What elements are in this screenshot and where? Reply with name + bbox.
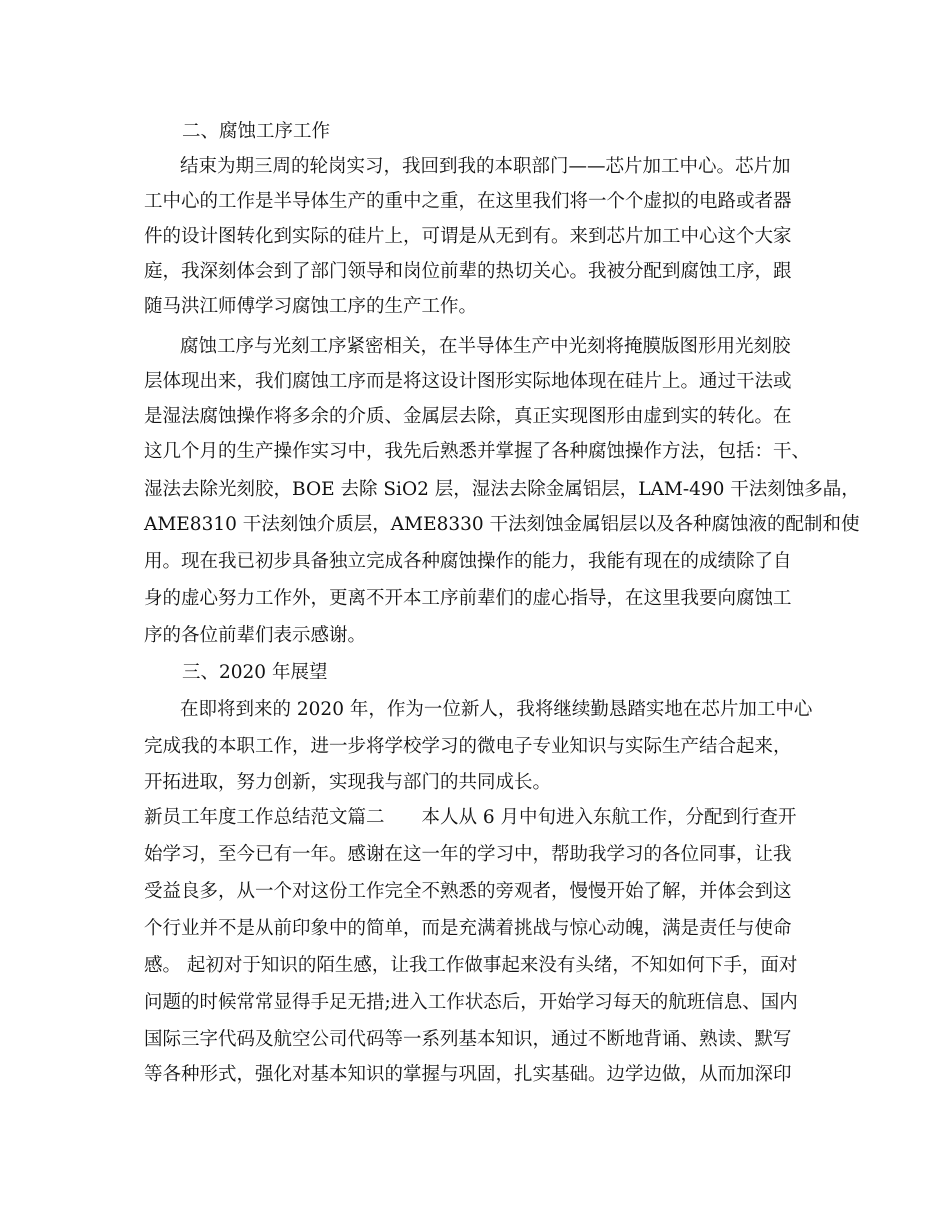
paragraph-line: 个行业并不是从前印象中的简单，而是充满着挑战与惊心动魄，满是责任与使命 <box>144 918 792 939</box>
paragraph-line: 感。 起初对于知识的陌生感，让我工作做事起来没有头绪，不知如何下手，面对 <box>144 955 798 976</box>
paragraph-line: 是湿法腐蚀操作将多余的介质、金属层去除，真正实现图形由虚到实的转化。在 <box>144 406 792 427</box>
paragraph-line: 身的虚心努力工作外，更离不开本工序前辈们的虚心指导，在这里我要向腐蚀工 <box>144 588 792 609</box>
paragraph-line: 用。现在我已初步具备独立完成各种腐蚀操作的能力，我能有现在的成绩除了自 <box>144 551 792 572</box>
paragraph-line: 国际三字代码及航空公司代码等一系列基本知识，通过不断地背诵、熟读、默写 <box>144 1029 792 1050</box>
paragraph-line: 这几个月的生产操作实习中，我先后熟悉并掌握了各种腐蚀操作方法，包括：干、 <box>144 441 811 462</box>
paragraph-line: 在即将到来的 2020 年，作为一位新人，我将继续勤恳踏实地在芯片加工中心 <box>180 699 813 720</box>
paragraph-line: 序的各位前辈们表示感谢。 <box>144 625 367 646</box>
section-heading-etching: 二、腐蚀工序工作 <box>182 121 331 142</box>
paragraph-line: 等各种形式，强化对基本知识的掌握与巩固，扎实基础。边学边做，从而加深印 <box>144 1064 792 1085</box>
paragraph-line: 腐蚀工序与光刻工序紧密相关，在半导体生产中光刻将掩膜版图形用光刻胶 <box>180 336 791 357</box>
paragraph-line: 工中心的工作是半导体生产的重中之重，在这里我们将一个个虚拟的电路或者器 <box>144 191 792 212</box>
paragraph-line: 完成我的本职工作，进一步将学校学习的微电子专业知识与实际生产结合起来， <box>144 736 792 757</box>
section-heading-outlook: 三、2020 年展望 <box>182 662 328 683</box>
paragraph-line: 随马洪江师傅学习腐蚀工序的生产工作。 <box>144 296 478 317</box>
paragraph-line: 受益良多，从一个对这份工作完全不熟悉的旁观者，慢慢开始了解，并体会到这 <box>144 881 792 902</box>
article-two-first-line: 新员工年度工作总结范文篇二 本人从 6 月中旬进入东航工作，分配到行查开 <box>144 807 797 828</box>
paragraph-line: 件的设计图转化到实际的硅片上，可谓是从无到有。来到芯片加工中心这个大家 <box>144 226 792 247</box>
paragraph-line: 开拓进取，努力创新，实现我与部门的共同成长。 <box>144 772 552 793</box>
paragraph-line: 始学习，至今已有一年。感谢在这一年的学习中，帮助我学习的各位同事，让我 <box>144 844 792 865</box>
paragraph-line: 结束为期三周的轮岗实习，我回到我的本职部门——芯片加工中心。芯片加 <box>180 156 791 177</box>
paragraph-line: 湿法去除光刻胶，BOE 去除 SiO2 层，湿法去除金属铝层，LAM-490 干法刻蚀多晶， <box>144 479 860 500</box>
paragraph-line: 层体现出来，我们腐蚀工序而是将这设计图形实际地体现在硅片上。通过干法或 <box>144 371 792 392</box>
paragraph-line: 庭，我深刻体会到了部门领导和岗位前辈的热切关心。我被分配到腐蚀工序，跟 <box>144 261 792 282</box>
paragraph-line: AME8310 干法刻蚀介质层，AME8330 干法刻蚀金属铝层以及各种腐蚀液的配制和使 <box>144 514 860 535</box>
paragraph-line: 问题的时候常常显得手足无措;进入工作状态后，开始学习每天的航班信息、国内 <box>144 992 798 1013</box>
